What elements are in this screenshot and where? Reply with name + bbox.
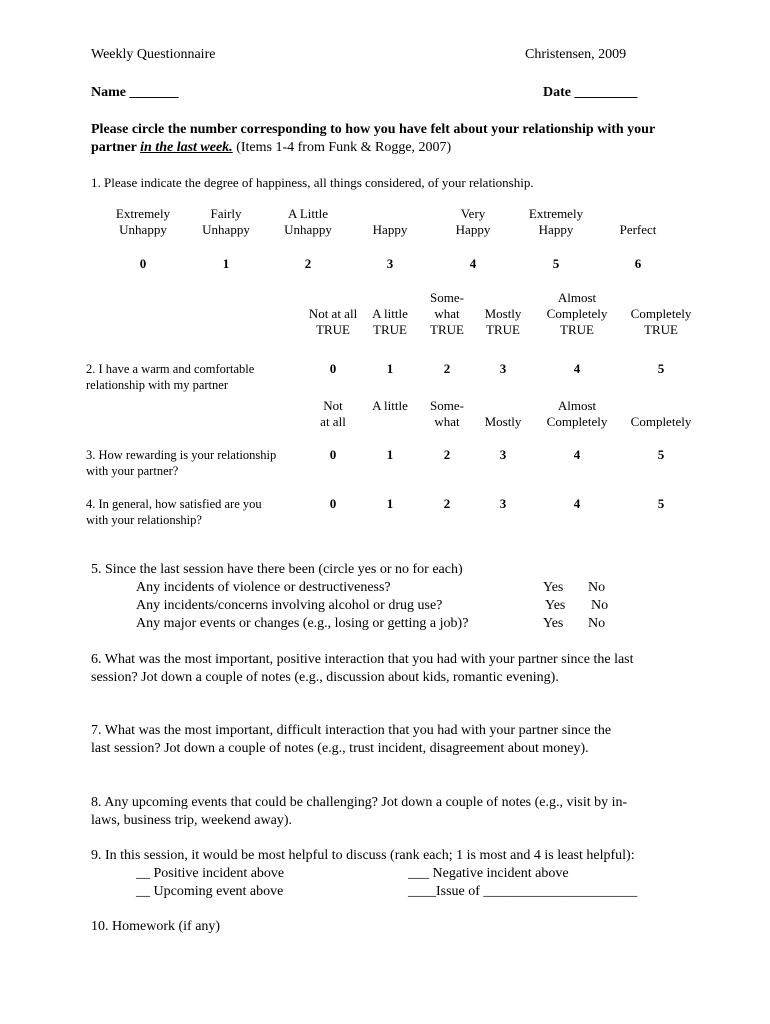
q10-text: 10. Homework (if any)	[91, 919, 221, 934]
true-scale-header: Not at all TRUE	[308, 306, 358, 337]
q1-option-value[interactable]: 1	[222, 256, 230, 271]
q4-option-value[interactable]: 3	[499, 496, 507, 511]
degree-scale-header: Some- what	[430, 398, 464, 429]
q1-option-label: Perfect	[619, 222, 657, 237]
true-scale-header: Almost Completely TRUE	[546, 290, 608, 337]
degree-scale-header: Mostly	[484, 414, 522, 429]
q3-option-value[interactable]: 3	[499, 447, 507, 462]
q3-option-value[interactable]: 4	[573, 447, 581, 462]
q1-option-label: Very Happy	[455, 206, 491, 237]
q1-option-value[interactable]: 6	[634, 256, 642, 271]
q2-option-value[interactable]: 2	[443, 361, 451, 376]
q5-yes-option[interactable]: Yes	[543, 616, 564, 631]
q5-no-option[interactable]: No	[588, 616, 606, 631]
q4-option-value[interactable]: 1	[386, 496, 394, 511]
q9-rank-negative[interactable]: ___ Negative incident above	[408, 866, 569, 881]
q1-option-value[interactable]: 3	[386, 256, 394, 271]
date-field[interactable]: Date _________	[543, 85, 638, 100]
q4-option-value[interactable]: 2	[443, 496, 451, 511]
q1-text: 1. Please indicate the degree of happiness, all things considered, of your relationship.	[91, 175, 534, 190]
q7-text: 7. What was the most important, difficult interaction that you had with your partner since the last session? Jot down a couple of notes (e.g., trust incident, disagreement about money).	[91, 723, 612, 756]
q2-option-value[interactable]: 3	[499, 361, 507, 376]
instructions-part2: (Items 1-4 from Funk & Rogge, 2007)	[232, 140, 452, 155]
q5-no-option[interactable]: No	[588, 580, 606, 595]
q9-rank-positive[interactable]: __ Positive incident above	[136, 866, 285, 881]
form-title: Weekly Questionnaire	[91, 47, 216, 62]
q5-no-option[interactable]: No	[591, 598, 609, 613]
instructions-emphasis: in the last week.	[140, 140, 233, 155]
q1-option-value[interactable]: 0	[139, 256, 147, 271]
degree-scale-header: Almost Completely	[546, 398, 608, 429]
true-scale-header: Completely TRUE	[630, 306, 692, 337]
q3-text: 3. How rewarding is your relationship with your partner?	[86, 448, 277, 478]
q4-option-value[interactable]: 0	[329, 496, 337, 511]
true-scale-header: Some- what TRUE	[430, 290, 464, 337]
q1-option-value[interactable]: 5	[552, 256, 560, 271]
q1-option-label: Extremely Happy	[528, 206, 584, 237]
q3-option-value[interactable]: 5	[657, 447, 665, 462]
q9-rank-issue[interactable]: ____Issue of ______________________	[408, 884, 638, 899]
q9-rank-upcoming[interactable]: __ Upcoming event above	[136, 884, 284, 899]
degree-scale-header: Not at all	[320, 398, 346, 429]
name-field[interactable]: Name _______	[91, 85, 179, 100]
q2-option-value[interactable]: 1	[386, 361, 394, 376]
q5-item-text: Any incidents of violence or destructiveness?	[136, 580, 391, 595]
q1-option-label: A Little Unhappy	[284, 206, 332, 237]
instructions	[91, 121, 691, 157]
q1-option-label: Happy	[372, 222, 408, 237]
q2-text: 2. I have a warm and comfortable relationship with my partner	[86, 362, 255, 392]
q5-yes-option[interactable]: Yes	[543, 580, 564, 595]
q5-item-text: Any incidents/concerns involving alcohol or drug use?	[136, 598, 443, 613]
q2-option-value[interactable]: 0	[329, 361, 337, 376]
q1-option-label: Extremely Unhappy	[115, 206, 171, 237]
q3-option-value[interactable]: 2	[443, 447, 451, 462]
q1-option-value[interactable]: 4	[469, 256, 477, 271]
q3-option-value[interactable]: 0	[329, 447, 337, 462]
degree-scale-header: A little	[372, 398, 408, 413]
q4-option-value[interactable]: 4	[573, 496, 581, 511]
instructions-part1: Please circle the number corresponding to how you have felt about your relationship with your partner	[91, 122, 655, 155]
q1-option-label: Fairly Unhappy	[202, 206, 250, 237]
q8-text: 8. Any upcoming events that could be challenging? Jot down a couple of notes (e.g., visit by in- laws, business trip, weekend away).	[91, 795, 628, 828]
q5-intro: 5. Since the last session have there been (circle yes or no for each)	[91, 562, 463, 577]
q4-text: 4. In general, how satisfied are you with your relationship?	[86, 497, 262, 527]
true-scale-header: Mostly TRUE	[484, 306, 522, 337]
q4-option-value[interactable]: 5	[657, 496, 665, 511]
q2-option-value[interactable]: 5	[657, 361, 665, 376]
q5-yes-option[interactable]: Yes	[545, 598, 566, 613]
q6-text: 6. What was the most important, positive interaction that you had with your partner since the last session? Jot down a couple of notes (e.g., discussion about kids, romantic evening).	[91, 652, 634, 685]
q3-option-value[interactable]: 1	[386, 447, 394, 462]
citation: Christensen, 2009	[525, 47, 627, 62]
q1-option-value[interactable]: 2	[304, 256, 312, 271]
degree-scale-header: Completely	[630, 414, 692, 429]
q9-intro: 9. In this session, it would be most helpful to discuss (rank each; 1 is most and 4 is least helpful):	[91, 848, 635, 863]
true-scale-header: A little TRUE	[372, 306, 408, 337]
q2-option-value[interactable]: 4	[573, 361, 581, 376]
q5-item-text: Any major events or changes (e.g., losing or getting a job)?	[136, 616, 469, 631]
